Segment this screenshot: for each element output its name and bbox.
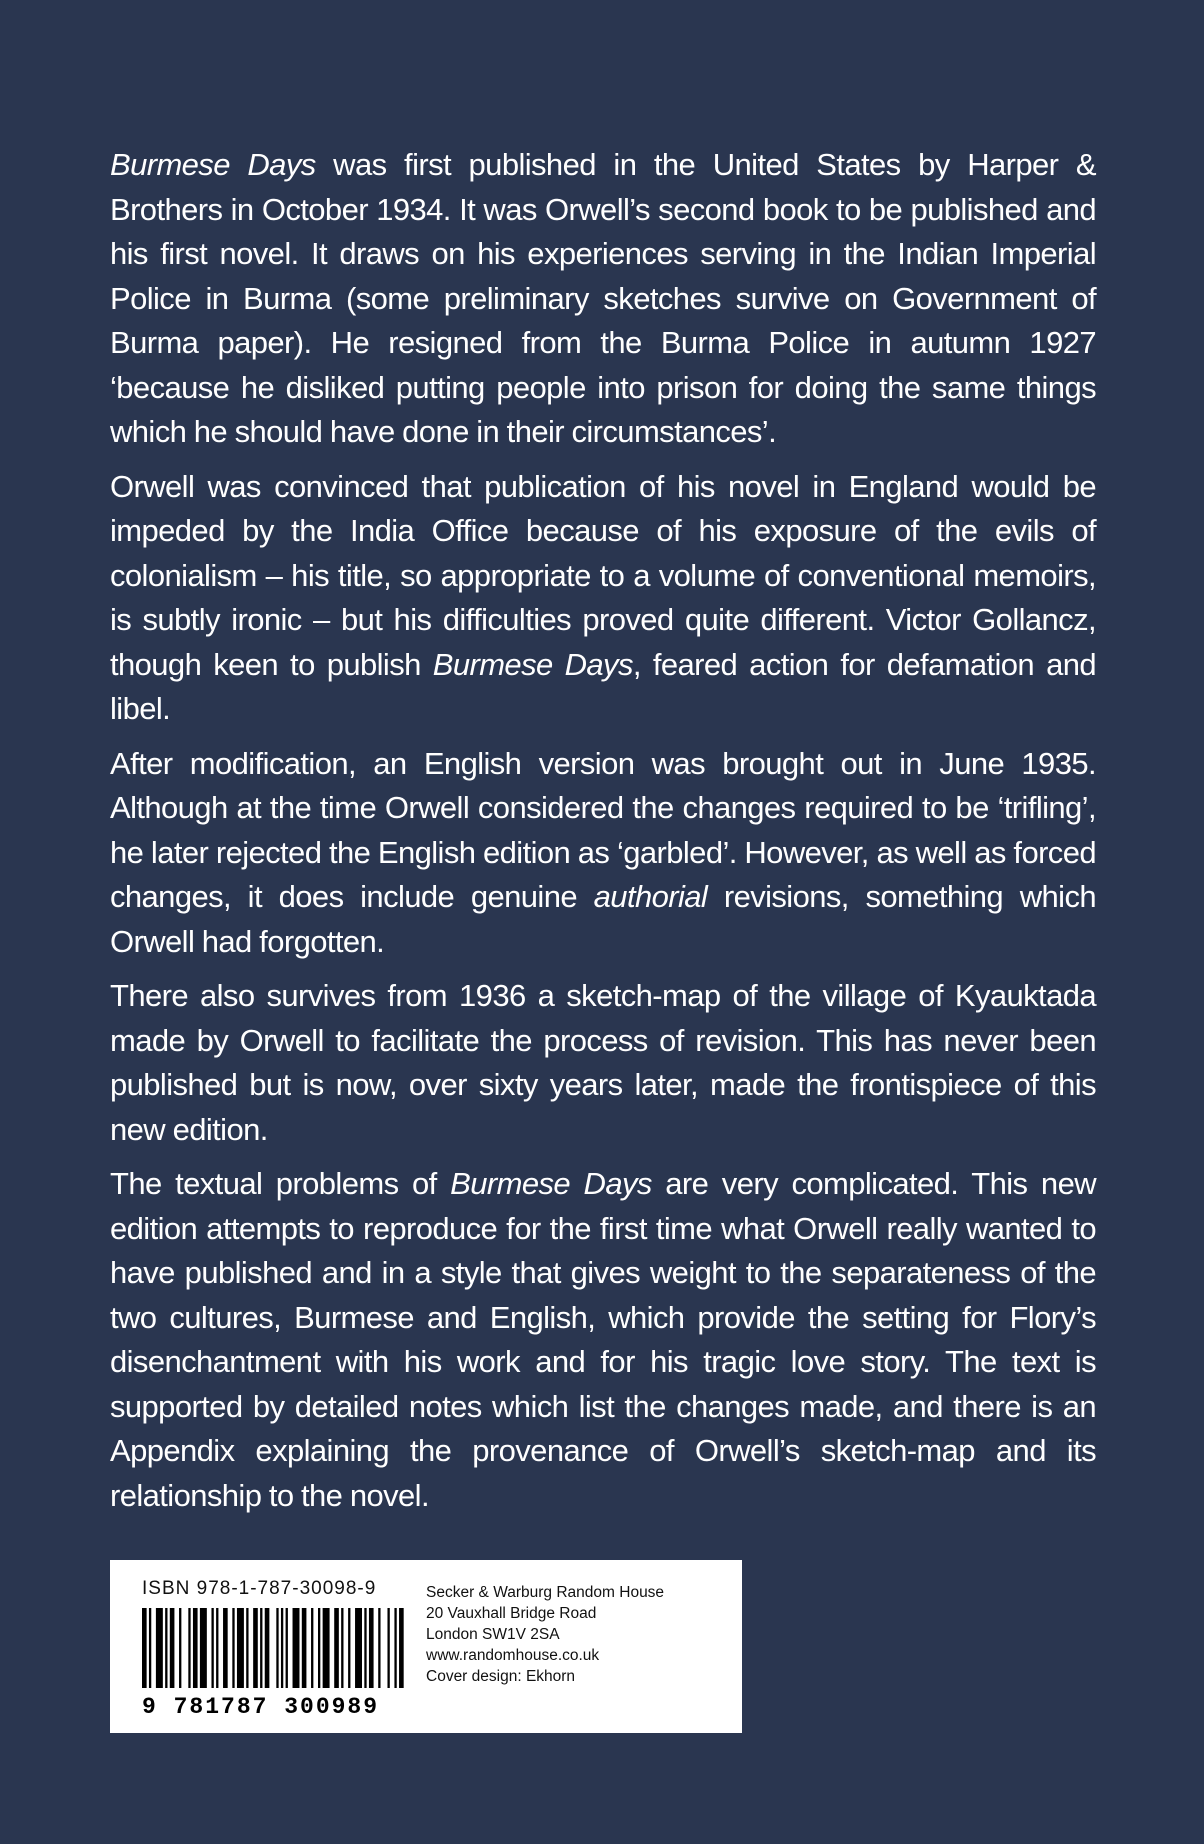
publisher-imprint bbox=[426, 1582, 664, 1687]
book-title: Burmese Days bbox=[110, 147, 316, 182]
emphasis-text: authorial bbox=[593, 879, 708, 914]
blurb-paragraph-2 bbox=[110, 465, 1096, 732]
blurb-text: revisions, something which Orwell had forgotten. bbox=[110, 879, 1096, 959]
cover-design-credit: Cover design: Ekhorn bbox=[426, 1668, 576, 1685]
book-title: Burmese Days bbox=[450, 1166, 652, 1201]
blurb-paragraph-3 bbox=[110, 742, 1096, 965]
blurb-text: The textual problems of bbox=[110, 1166, 451, 1201]
publisher-website: www.randomhouse.co.uk bbox=[426, 1647, 600, 1664]
blurb-paragraph-5 bbox=[110, 1162, 1096, 1518]
blurb-paragraph-4 bbox=[110, 974, 1096, 1152]
blurb-text: There also survives from 1936 a sketch-map of the village of Kyauktada made by Orwell to facilitate the process of revision. This has never been published but is now, over sixty years later, made the frontispiece of this new edition. bbox=[110, 978, 1096, 1147]
publisher-address-line-1: 20 Vauxhall Bridge Road bbox=[426, 1605, 597, 1622]
barcode-digits: 9 781787 300989 bbox=[142, 1694, 380, 1720]
blurb-text: was first published in the United States by Harper & Brothers in October 1934. It was Orwell’s second book to be published and his first novel. It draws on his experiences serving in the Indian Imperial Police in Burma (some preliminary sketches survive on Government of Burma paper). He resigned from the Burma Police in autumn 1927 ‘because he disliked putting people into prison for doing the same things which he should have done in their circumstances’. bbox=[110, 147, 1096, 449]
blurb-text: , feared action for defamation and libel. bbox=[110, 646, 1097, 726]
blurb-text: After modification, an English version was brought out in June 1935. Although at the time Orwell considered the changes required to be ‘trifling’, he later rejected the English edition as ‘garbled’. However, as well as forced changes, it does include genuine bbox=[110, 745, 1096, 914]
isbn-label: ISBN 978-1-787-30098-9 bbox=[142, 1578, 377, 1599]
barcode-icon bbox=[142, 1608, 406, 1688]
imprint-box bbox=[110, 1560, 742, 1733]
publisher-address-line-2: London SW1V 2SA bbox=[426, 1626, 560, 1643]
blurb-paragraph-1 bbox=[110, 143, 1096, 455]
blurb-text: Orwell was convinced that publication of his novel in England would be impeded by the India Office because of his exposure of the evils of colonialism – his title, so appropriate to a volume of conventional memoirs, is subtly ironic – but his difficulties proved quite different. Victor Gollancz, though keen to publish bbox=[110, 468, 1096, 682]
book-title: Burmese Days bbox=[432, 646, 633, 682]
blurb-text: are very complicated. This new edition attempts to reproduce for the first time what Orwell really wanted to have published and in a style that gives weight to the separateness of the two cultures, Burmese and English, which provide the setting for Flory’s disenchantment with his work and for his tragic love story. The text is supported by detailed notes which list the changes made, and there is an Appendix explaining the provenance of Orwell’s sketch-map and its relationship to the novel. bbox=[110, 1166, 1097, 1513]
back-cover-blurb bbox=[110, 143, 1096, 1528]
publisher-name: Secker & Warburg Random House bbox=[426, 1584, 665, 1601]
